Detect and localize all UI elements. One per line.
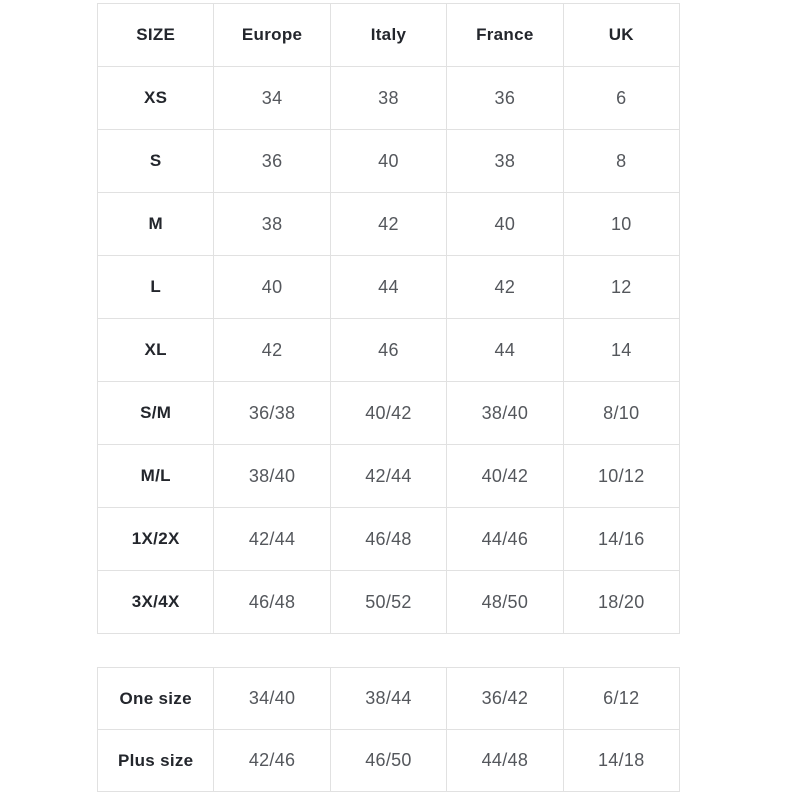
italy-value: 40/42 [330, 382, 446, 445]
italy-value: 42/44 [330, 445, 446, 508]
size-conversion-tables [97, 3, 680, 792]
table-row-1x-2x [98, 508, 680, 571]
italy-value: 40 [330, 130, 446, 193]
uk-value: 10/12 [563, 445, 679, 508]
column-header-italy: Italy [330, 4, 446, 67]
europe-value: 42/44 [214, 508, 330, 571]
table-row-s [98, 130, 680, 193]
uk-value: 14/18 [563, 730, 679, 792]
italy-value: 46/50 [330, 730, 446, 792]
europe-value: 34/40 [214, 668, 330, 730]
table-row-3x-4x [98, 571, 680, 634]
size-conversion-secondary-table [97, 667, 680, 792]
column-header-europe: Europe [214, 4, 330, 67]
france-value: 40 [447, 193, 563, 256]
europe-value: 42/46 [214, 730, 330, 792]
size-label: XL [98, 319, 214, 382]
size-label: 1X/2X [98, 508, 214, 571]
italy-value: 44 [330, 256, 446, 319]
europe-value: 34 [214, 67, 330, 130]
europe-value: 36 [214, 130, 330, 193]
size-label: 3X/4X [98, 571, 214, 634]
table-row-one-size [98, 668, 680, 730]
table-row-m [98, 193, 680, 256]
uk-value: 14 [563, 319, 679, 382]
size-label: M [98, 193, 214, 256]
uk-value: 6/12 [563, 668, 679, 730]
europe-value: 36/38 [214, 382, 330, 445]
uk-value: 6 [563, 67, 679, 130]
table-row-m-l [98, 445, 680, 508]
uk-value: 18/20 [563, 571, 679, 634]
italy-value: 50/52 [330, 571, 446, 634]
main-table-header [98, 4, 680, 67]
france-value: 42 [447, 256, 563, 319]
column-header-france: France [447, 4, 563, 67]
size-label: S [98, 130, 214, 193]
france-value: 36/42 [447, 668, 563, 730]
europe-value: 42 [214, 319, 330, 382]
italy-value: 38 [330, 67, 446, 130]
uk-value: 10 [563, 193, 679, 256]
uk-value: 8/10 [563, 382, 679, 445]
france-value: 44 [447, 319, 563, 382]
header-row [98, 4, 680, 67]
size-label: S/M [98, 382, 214, 445]
column-header-size: SIZE [98, 4, 214, 67]
europe-value: 38 [214, 193, 330, 256]
france-value: 38 [447, 130, 563, 193]
france-value: 40/42 [447, 445, 563, 508]
size-label: One size [98, 668, 214, 730]
italy-value: 46/48 [330, 508, 446, 571]
france-value: 38/40 [447, 382, 563, 445]
size-label: M/L [98, 445, 214, 508]
table-row-s-m [98, 382, 680, 445]
europe-value: 40 [214, 256, 330, 319]
uk-value: 8 [563, 130, 679, 193]
france-value: 44/46 [447, 508, 563, 571]
size-label: XS [98, 67, 214, 130]
main-table-body [98, 67, 680, 634]
table-row-xs [98, 67, 680, 130]
tables-spacer [97, 634, 680, 667]
column-header-uk: UK [563, 4, 679, 67]
france-value: 48/50 [447, 571, 563, 634]
size-label: L [98, 256, 214, 319]
france-value: 44/48 [447, 730, 563, 792]
table-row-plus-size [98, 730, 680, 792]
italy-value: 38/44 [330, 668, 446, 730]
uk-value: 12 [563, 256, 679, 319]
europe-value: 46/48 [214, 571, 330, 634]
uk-value: 14/16 [563, 508, 679, 571]
europe-value: 38/40 [214, 445, 330, 508]
italy-value: 42 [330, 193, 446, 256]
secondary-table-body [98, 668, 680, 792]
size-label: Plus size [98, 730, 214, 792]
italy-value: 46 [330, 319, 446, 382]
size-conversion-main-table [97, 3, 680, 634]
france-value: 36 [447, 67, 563, 130]
table-row-l [98, 256, 680, 319]
table-row-xl [98, 319, 680, 382]
